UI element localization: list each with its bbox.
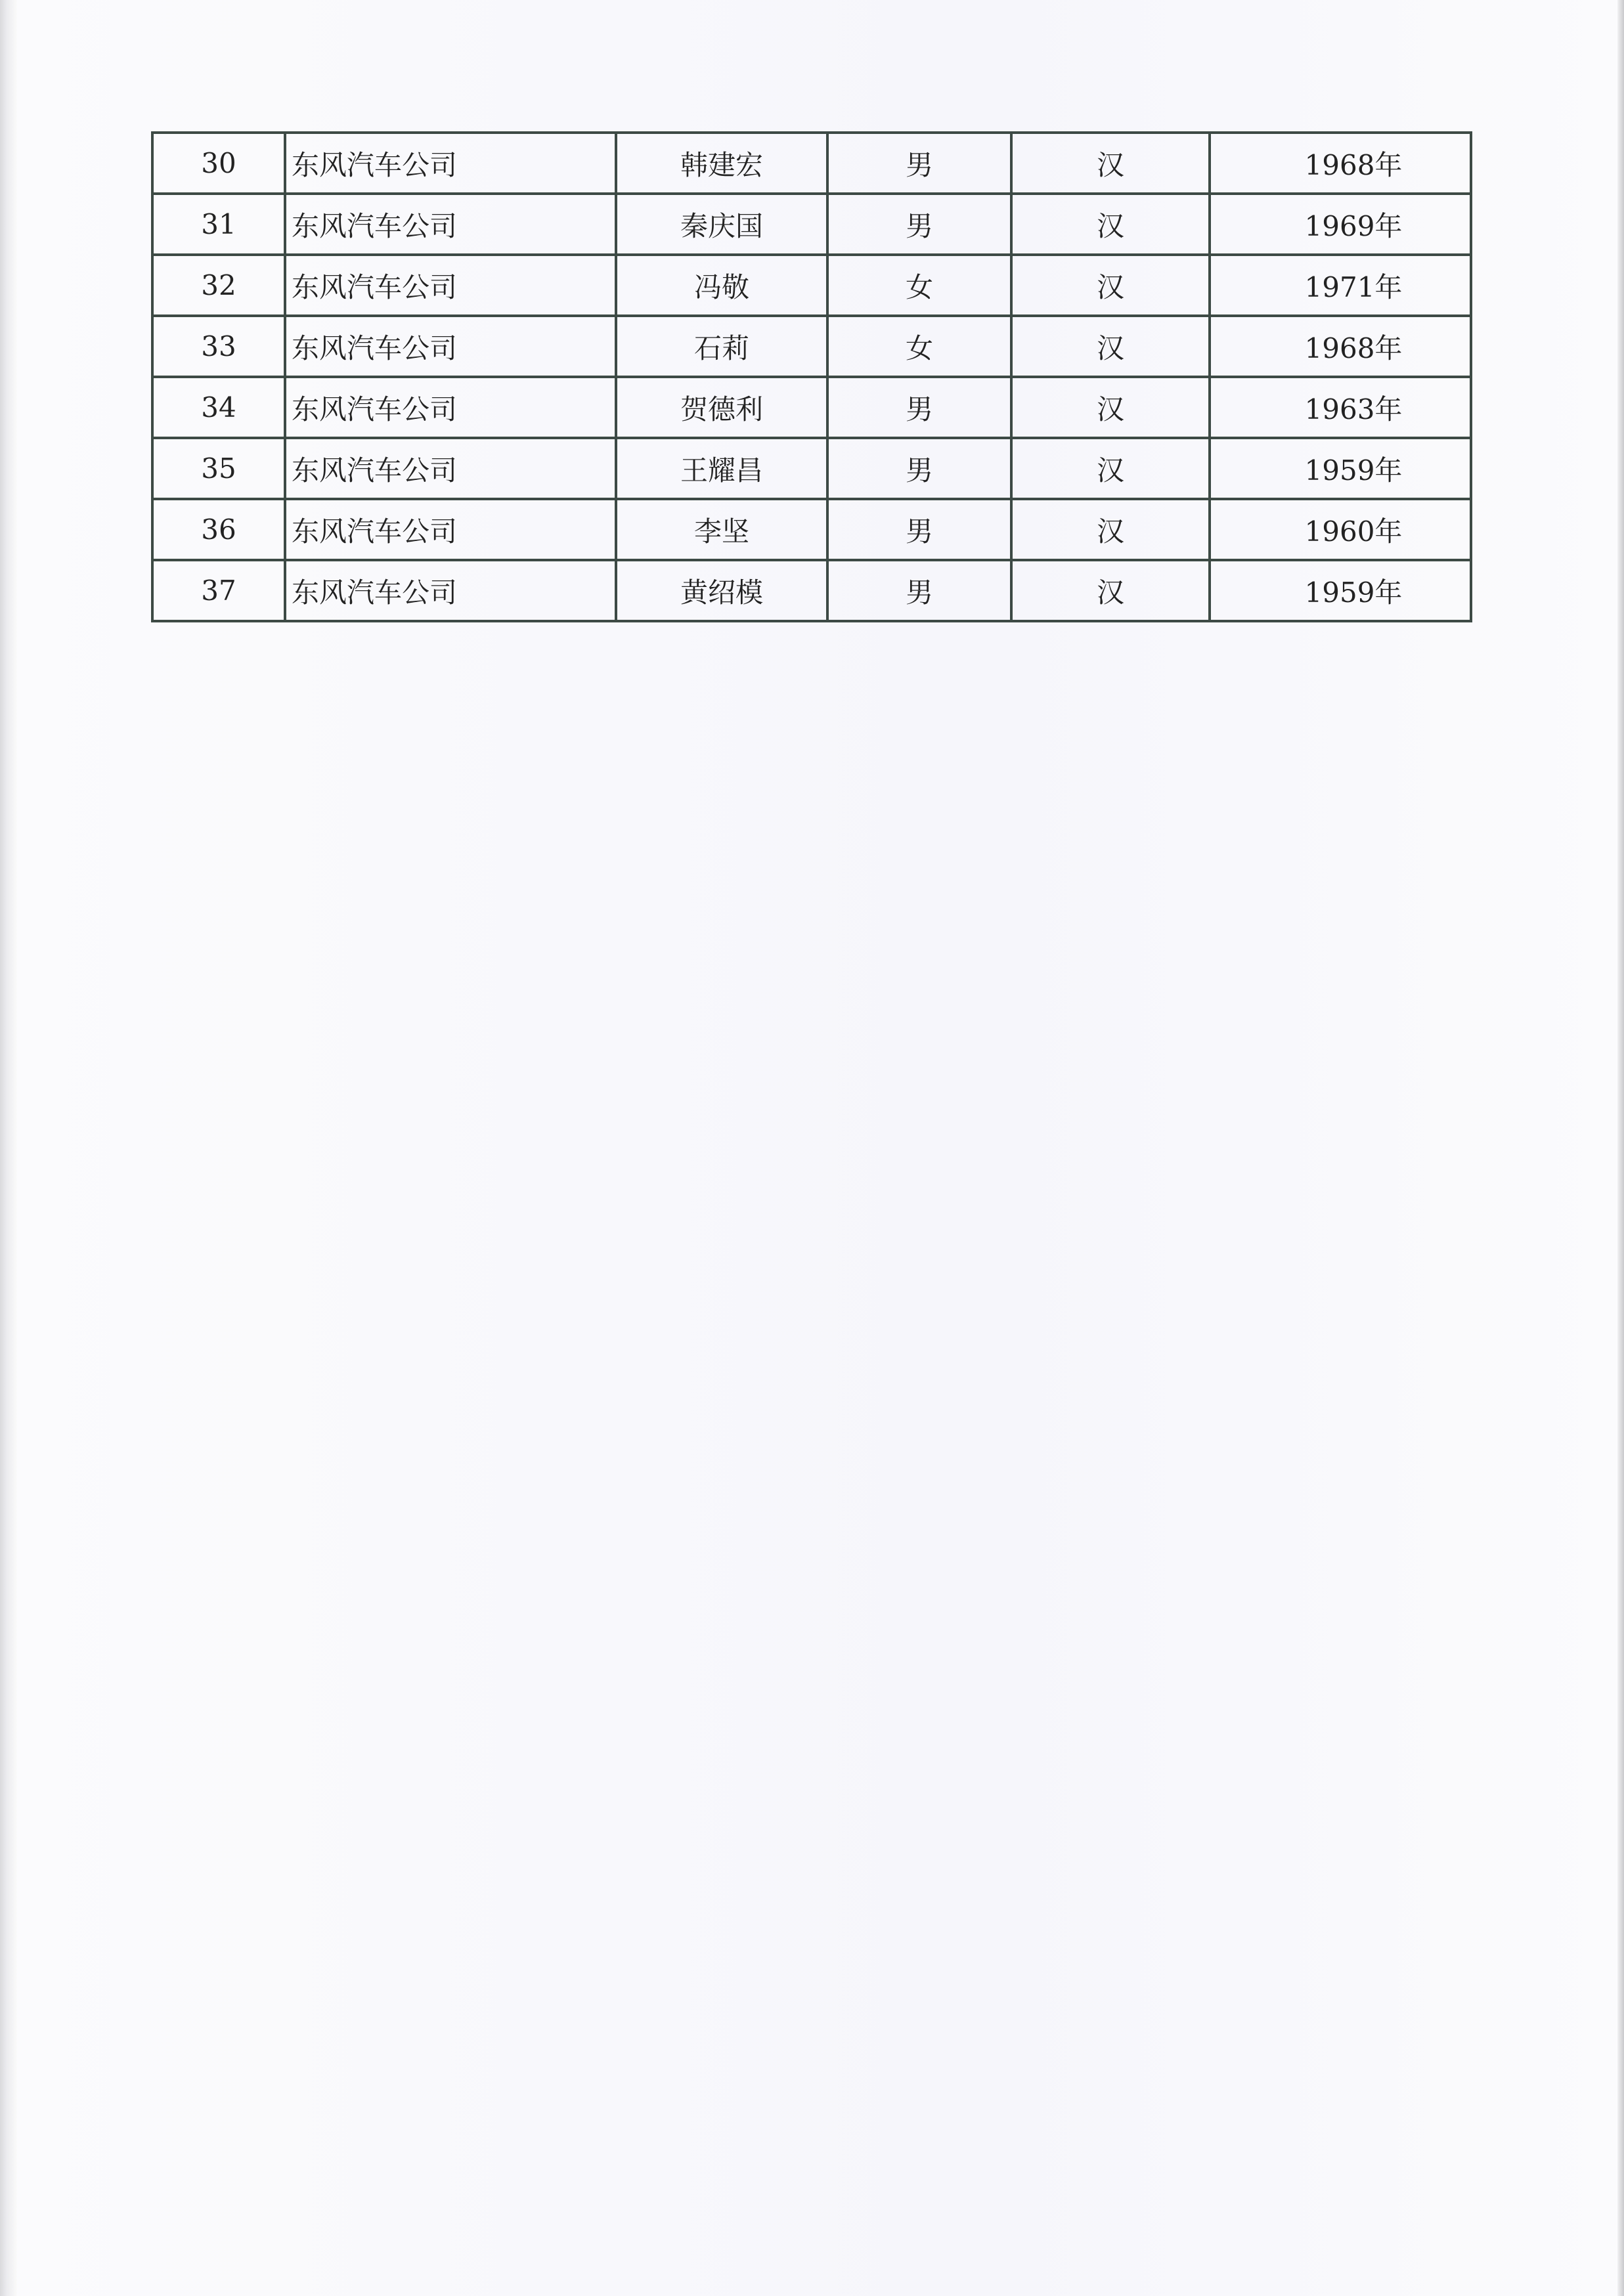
ethnicity-cell: 汉 bbox=[1011, 194, 1210, 255]
company-cell: 东风汽车公司 bbox=[285, 560, 616, 621]
row-number-cell: 33 bbox=[152, 316, 285, 377]
gender-cell: 男 bbox=[827, 377, 1011, 438]
table-row bbox=[152, 255, 1471, 316]
gender-cell: 女 bbox=[827, 316, 1011, 377]
company-cell: 东风汽车公司 bbox=[285, 194, 616, 255]
table-row bbox=[152, 438, 1471, 499]
gender-cell: 男 bbox=[827, 133, 1011, 194]
name-cell: 李坚 bbox=[616, 499, 827, 560]
ethnicity-cell: 汉 bbox=[1011, 499, 1210, 560]
company-cell: 东风汽车公司 bbox=[285, 255, 616, 316]
scan-edge-right bbox=[1617, 0, 1624, 2296]
personnel-table-container bbox=[151, 131, 1470, 622]
row-number-cell: 31 bbox=[152, 194, 285, 255]
gender-cell: 女 bbox=[827, 255, 1011, 316]
table-row bbox=[152, 316, 1471, 377]
scan-edge-left bbox=[0, 0, 17, 2296]
ethnicity-cell: 汉 bbox=[1011, 255, 1210, 316]
birth-year-cell: 1963年 bbox=[1210, 377, 1471, 438]
table-row bbox=[152, 499, 1471, 560]
ethnicity-cell: 汉 bbox=[1011, 560, 1210, 621]
ethnicity-cell: 汉 bbox=[1011, 377, 1210, 438]
company-cell: 东风汽车公司 bbox=[285, 133, 616, 194]
personnel-table bbox=[151, 131, 1472, 622]
name-cell: 贺德利 bbox=[616, 377, 827, 438]
name-cell: 冯敬 bbox=[616, 255, 827, 316]
name-cell: 秦庆国 bbox=[616, 194, 827, 255]
birth-year-cell: 1971年 bbox=[1210, 255, 1471, 316]
company-cell: 东风汽车公司 bbox=[285, 499, 616, 560]
table-row bbox=[152, 133, 1471, 194]
table-row bbox=[152, 377, 1471, 438]
name-cell: 黄绍模 bbox=[616, 560, 827, 621]
gender-cell: 男 bbox=[827, 499, 1011, 560]
birth-year-cell: 1960年 bbox=[1210, 499, 1471, 560]
birth-year-cell: 1959年 bbox=[1210, 438, 1471, 499]
gender-cell: 男 bbox=[827, 560, 1011, 621]
row-number-cell: 36 bbox=[152, 499, 285, 560]
ethnicity-cell: 汉 bbox=[1011, 438, 1210, 499]
birth-year-cell: 1968年 bbox=[1210, 133, 1471, 194]
company-cell: 东风汽车公司 bbox=[285, 438, 616, 499]
table-row bbox=[152, 560, 1471, 621]
company-cell: 东风汽车公司 bbox=[285, 377, 616, 438]
company-cell: 东风汽车公司 bbox=[285, 316, 616, 377]
row-number-cell: 34 bbox=[152, 377, 285, 438]
row-number-cell: 30 bbox=[152, 133, 285, 194]
table-row bbox=[152, 194, 1471, 255]
name-cell: 石莉 bbox=[616, 316, 827, 377]
gender-cell: 男 bbox=[827, 194, 1011, 255]
ethnicity-cell: 汉 bbox=[1011, 133, 1210, 194]
birth-year-cell: 1968年 bbox=[1210, 316, 1471, 377]
gender-cell: 男 bbox=[827, 438, 1011, 499]
row-number-cell: 35 bbox=[152, 438, 285, 499]
row-number-cell: 37 bbox=[152, 560, 285, 621]
birth-year-cell: 1969年 bbox=[1210, 194, 1471, 255]
name-cell: 王耀昌 bbox=[616, 438, 827, 499]
row-number-cell: 32 bbox=[152, 255, 285, 316]
birth-year-cell: 1959年 bbox=[1210, 560, 1471, 621]
name-cell: 韩建宏 bbox=[616, 133, 827, 194]
ethnicity-cell: 汉 bbox=[1011, 316, 1210, 377]
